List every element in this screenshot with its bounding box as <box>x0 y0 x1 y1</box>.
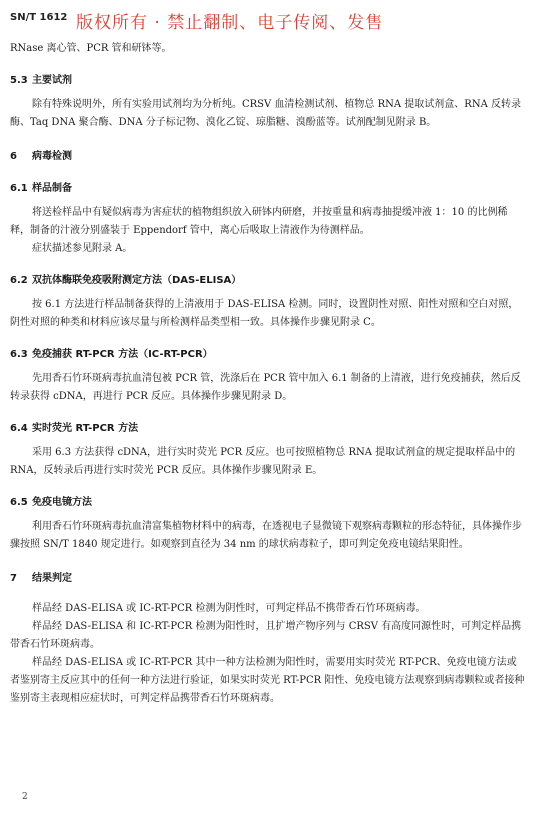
section-5-3-text: 除有特殊说明外，所有实验用试剂均为分析纯。CRSV 血清检测试剂、植物总 RNA 提取试剂盒、RNA 反转录酶、Taq DNA 聚合酶、DNA 分子标记物、溴化乙锭、琼脂糖、溴酚蓝等。试剂配制见附录 B。 <box>10 99 521 128</box>
section-number: 6.2 <box>10 275 28 286</box>
section-7-text-positive: 样品经 DAS-ELISA 和 IC-RT-PCR 检测为阳性时，且扩增产物序列与 CRSV 有高度同源性时，可判定样品携带香石竹环斑病毒。 <box>10 621 522 650</box>
section-6-3-text: 先用香石竹环斑病毒抗血清包被 PCR 管，洗涤后在 PCR 管中加入 6.1 制备的上清液，进行免疫捕获，然后反转录获得 cDNA，再进行 PCR 反应。具体操作步骤见附录 D。 <box>10 373 521 402</box>
section-number: 6.3 <box>10 349 28 360</box>
section-title: 样品制备 <box>32 183 72 194</box>
section-6-1-note: 症状描述参见附录 A。 <box>32 243 133 254</box>
copyright-watermark: 版权所有 · 禁止翻制、电子传阅、发售 <box>76 13 384 33</box>
standard-code: SN/T 1612 <box>10 12 68 23</box>
page-number: 2 <box>22 792 28 802</box>
section-title: 免疫捕获 RT-PCR 方法（IC-RT-PCR） <box>32 349 213 360</box>
section-6-5-heading <box>10 494 525 512</box>
section-6-2-heading <box>10 272 525 290</box>
section-7-heading <box>10 570 525 588</box>
section-title: 结果判定 <box>32 573 72 584</box>
section-number: 6.5 <box>10 497 28 508</box>
section-6-5-text: 利用香石竹环斑病毒抗血清富集植物材料中的病毒，在透视电子显微镜下观察病毒颗粒的形态特征，具体操作步骤按照 SN/T 1840 规定进行。如观察到直径为 34 nm 的球状病毒粒子，即可判定免疫电镜结果阳性。 <box>10 521 522 550</box>
section-number: 6.4 <box>10 423 28 434</box>
section-6-1-text: 将送检样品中有疑似病毒为害症状的植物组织放入研钵内研磨，并按重量和病毒抽提缓冲液 1：10 的比例稀释，制备的汁液分别盛装于 Eppendorf 管中，离心后吸取上清液作为待测样品。 <box>10 207 508 236</box>
document-body <box>10 40 525 708</box>
page-header <box>10 8 530 33</box>
section-number: 6 <box>10 151 17 162</box>
section-7-text-verification: 样品经 DAS-ELISA 或 IC-RT-PCR 其中一种方法检测为阳性时，需要用实时荧光 RT-PCR、免疫电镜方法或者鉴别寄主反应其中的任何一种方法进行验证，如果实时荧光 RT-PCR 阳性、免疫电镜方法观察到病毒颗粒或者接种鉴别寄主表现相应症状时，可判定样品携带香石竹环斑病毒。 <box>10 657 525 704</box>
section-number: 5.3 <box>10 75 28 86</box>
intro-line: RNase 离心管、PCR 管和研钵等。 <box>10 43 172 54</box>
section-6-4-heading <box>10 420 525 438</box>
section-title: 病毒检测 <box>32 151 72 162</box>
section-number: 7 <box>10 573 17 584</box>
section-6-heading <box>10 148 525 166</box>
section-title: 实时荧光 RT-PCR 方法 <box>32 423 139 434</box>
section-title: 双抗体酶联免疫吸附测定方法（DAS-ELISA） <box>32 275 242 286</box>
section-5-3-heading <box>10 72 525 90</box>
section-title: 免疫电镜方法 <box>32 497 92 508</box>
section-7-text-negative: 样品经 DAS-ELISA 或 IC-RT-PCR 检测为阴性时，可判定样品不携带香石竹环斑病毒。 <box>32 603 426 614</box>
section-6-1-heading <box>10 180 525 198</box>
section-6-4-text: 采用 6.3 方法获得 cDNA，进行实时荧光 PCR 反应。也可按照植物总 RNA 提取试剂盒的规定提取样品中的 RNA，反转录后再进行实时荧光 PCR 反应。具体操作步骤见附录 E。 <box>10 447 516 476</box>
section-title: 主要试剂 <box>32 75 72 86</box>
section-6-3-heading <box>10 346 525 364</box>
section-number: 6.1 <box>10 183 28 194</box>
section-6-2-text: 按 6.1 方法进行样品制备获得的上清液用于 DAS-ELISA 检测。同时，设置阴性对照、阳性对照和空白对照，阴性对照的种类和材料应该尽量与所检测样品类型相一致。具体操作步骤见附录 C。 <box>10 299 519 328</box>
